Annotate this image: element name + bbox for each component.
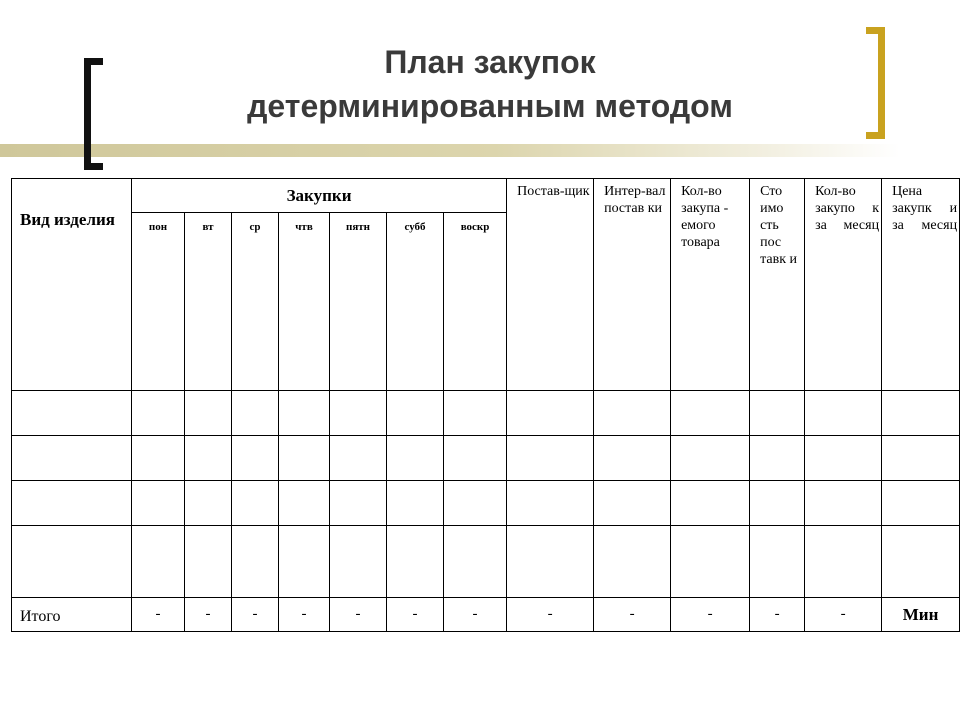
total-dash: - <box>387 598 444 632</box>
table-cell <box>387 436 444 481</box>
table-cell <box>12 481 132 526</box>
header-quantity: Кол-во закупа - емого товара <box>671 179 750 391</box>
table-cell <box>507 436 594 481</box>
table-cell <box>279 391 330 436</box>
header-day-sun: воскр <box>444 213 507 391</box>
table-cell <box>594 391 671 436</box>
table-cell <box>805 391 882 436</box>
total-dash: - <box>330 598 387 632</box>
header-day-sat: субб <box>387 213 444 391</box>
table-cell <box>671 526 750 598</box>
table-cell <box>330 436 387 481</box>
table-cell <box>132 481 185 526</box>
table-cell <box>232 391 279 436</box>
header-day-thu: чтв <box>279 213 330 391</box>
total-dash: - <box>507 598 594 632</box>
table-cell <box>507 391 594 436</box>
header-delivery-cost: Сто имо сть пос тавк и <box>750 179 805 391</box>
table-cell <box>882 391 960 436</box>
table-cell <box>444 436 507 481</box>
table-cell <box>750 526 805 598</box>
table-cell <box>232 436 279 481</box>
header-day-fri: пятн <box>330 213 387 391</box>
table-cell <box>279 481 330 526</box>
total-dash: - <box>232 598 279 632</box>
table-cell <box>750 436 805 481</box>
total-dash: - <box>805 598 882 632</box>
slide-title <box>150 40 830 128</box>
table-cell <box>671 391 750 436</box>
header-monthly-price: Цена закупк и за месяц <box>882 179 960 391</box>
table-cell <box>671 436 750 481</box>
table-cell <box>594 526 671 598</box>
total-row <box>12 598 960 632</box>
table-cell <box>185 436 232 481</box>
header-supplier: Постав-щик <box>507 179 594 391</box>
table-cell <box>12 526 132 598</box>
header-purchases: Закупки <box>132 179 507 213</box>
total-dash: - <box>671 598 750 632</box>
table-cell <box>444 391 507 436</box>
table-cell <box>185 391 232 436</box>
table-cell <box>882 436 960 481</box>
table-row <box>12 436 960 481</box>
title-line-1: План закупок <box>384 44 596 80</box>
table-cell <box>882 526 960 598</box>
table-cell <box>12 391 132 436</box>
table-cell <box>330 526 387 598</box>
table-cell <box>671 481 750 526</box>
table-cell <box>750 391 805 436</box>
table-cell <box>507 481 594 526</box>
right-bracket-decoration <box>866 27 885 139</box>
header-interval: Интер-вал постав ки <box>594 179 671 391</box>
table-cell <box>12 436 132 481</box>
table-cell <box>387 526 444 598</box>
table-cell <box>185 526 232 598</box>
table-row <box>12 481 960 526</box>
total-dash: - <box>185 598 232 632</box>
title-line-2: детерминированным методом <box>247 88 733 124</box>
table-cell <box>594 481 671 526</box>
total-dash: - <box>444 598 507 632</box>
table-cell <box>387 391 444 436</box>
total-dash: - <box>132 598 185 632</box>
table-cell <box>330 481 387 526</box>
table-cell <box>387 481 444 526</box>
table-cell <box>232 481 279 526</box>
table-row <box>12 526 960 598</box>
table-cell <box>279 526 330 598</box>
table-cell <box>185 481 232 526</box>
table-cell <box>594 436 671 481</box>
table-cell <box>805 436 882 481</box>
table-cell <box>279 436 330 481</box>
left-bracket-decoration <box>84 58 103 170</box>
table-cell <box>132 436 185 481</box>
table-cell <box>805 481 882 526</box>
total-dash: - <box>750 598 805 632</box>
header-monthly-quantity: Кол-во закупо к за месяц <box>805 179 882 391</box>
decorative-bar <box>0 144 900 157</box>
table-cell <box>507 526 594 598</box>
total-dash: - <box>279 598 330 632</box>
table-cell <box>882 481 960 526</box>
total-dash: - <box>594 598 671 632</box>
table-cell <box>444 481 507 526</box>
header-day-tue: вт <box>185 213 232 391</box>
table-cell <box>805 526 882 598</box>
table-row <box>12 391 960 436</box>
table-cell <box>132 526 185 598</box>
total-label: Итого <box>12 598 132 632</box>
header-row-1 <box>12 179 960 213</box>
header-product-type: Вид изделия <box>12 179 132 391</box>
header-day-wed: ср <box>232 213 279 391</box>
table-cell <box>232 526 279 598</box>
header-day-mon: пон <box>132 213 185 391</box>
table-cell <box>750 481 805 526</box>
purchase-plan-table <box>11 178 960 632</box>
table-cell <box>330 391 387 436</box>
total-min: Мин <box>882 598 960 632</box>
table-cell <box>444 526 507 598</box>
table-cell <box>132 391 185 436</box>
